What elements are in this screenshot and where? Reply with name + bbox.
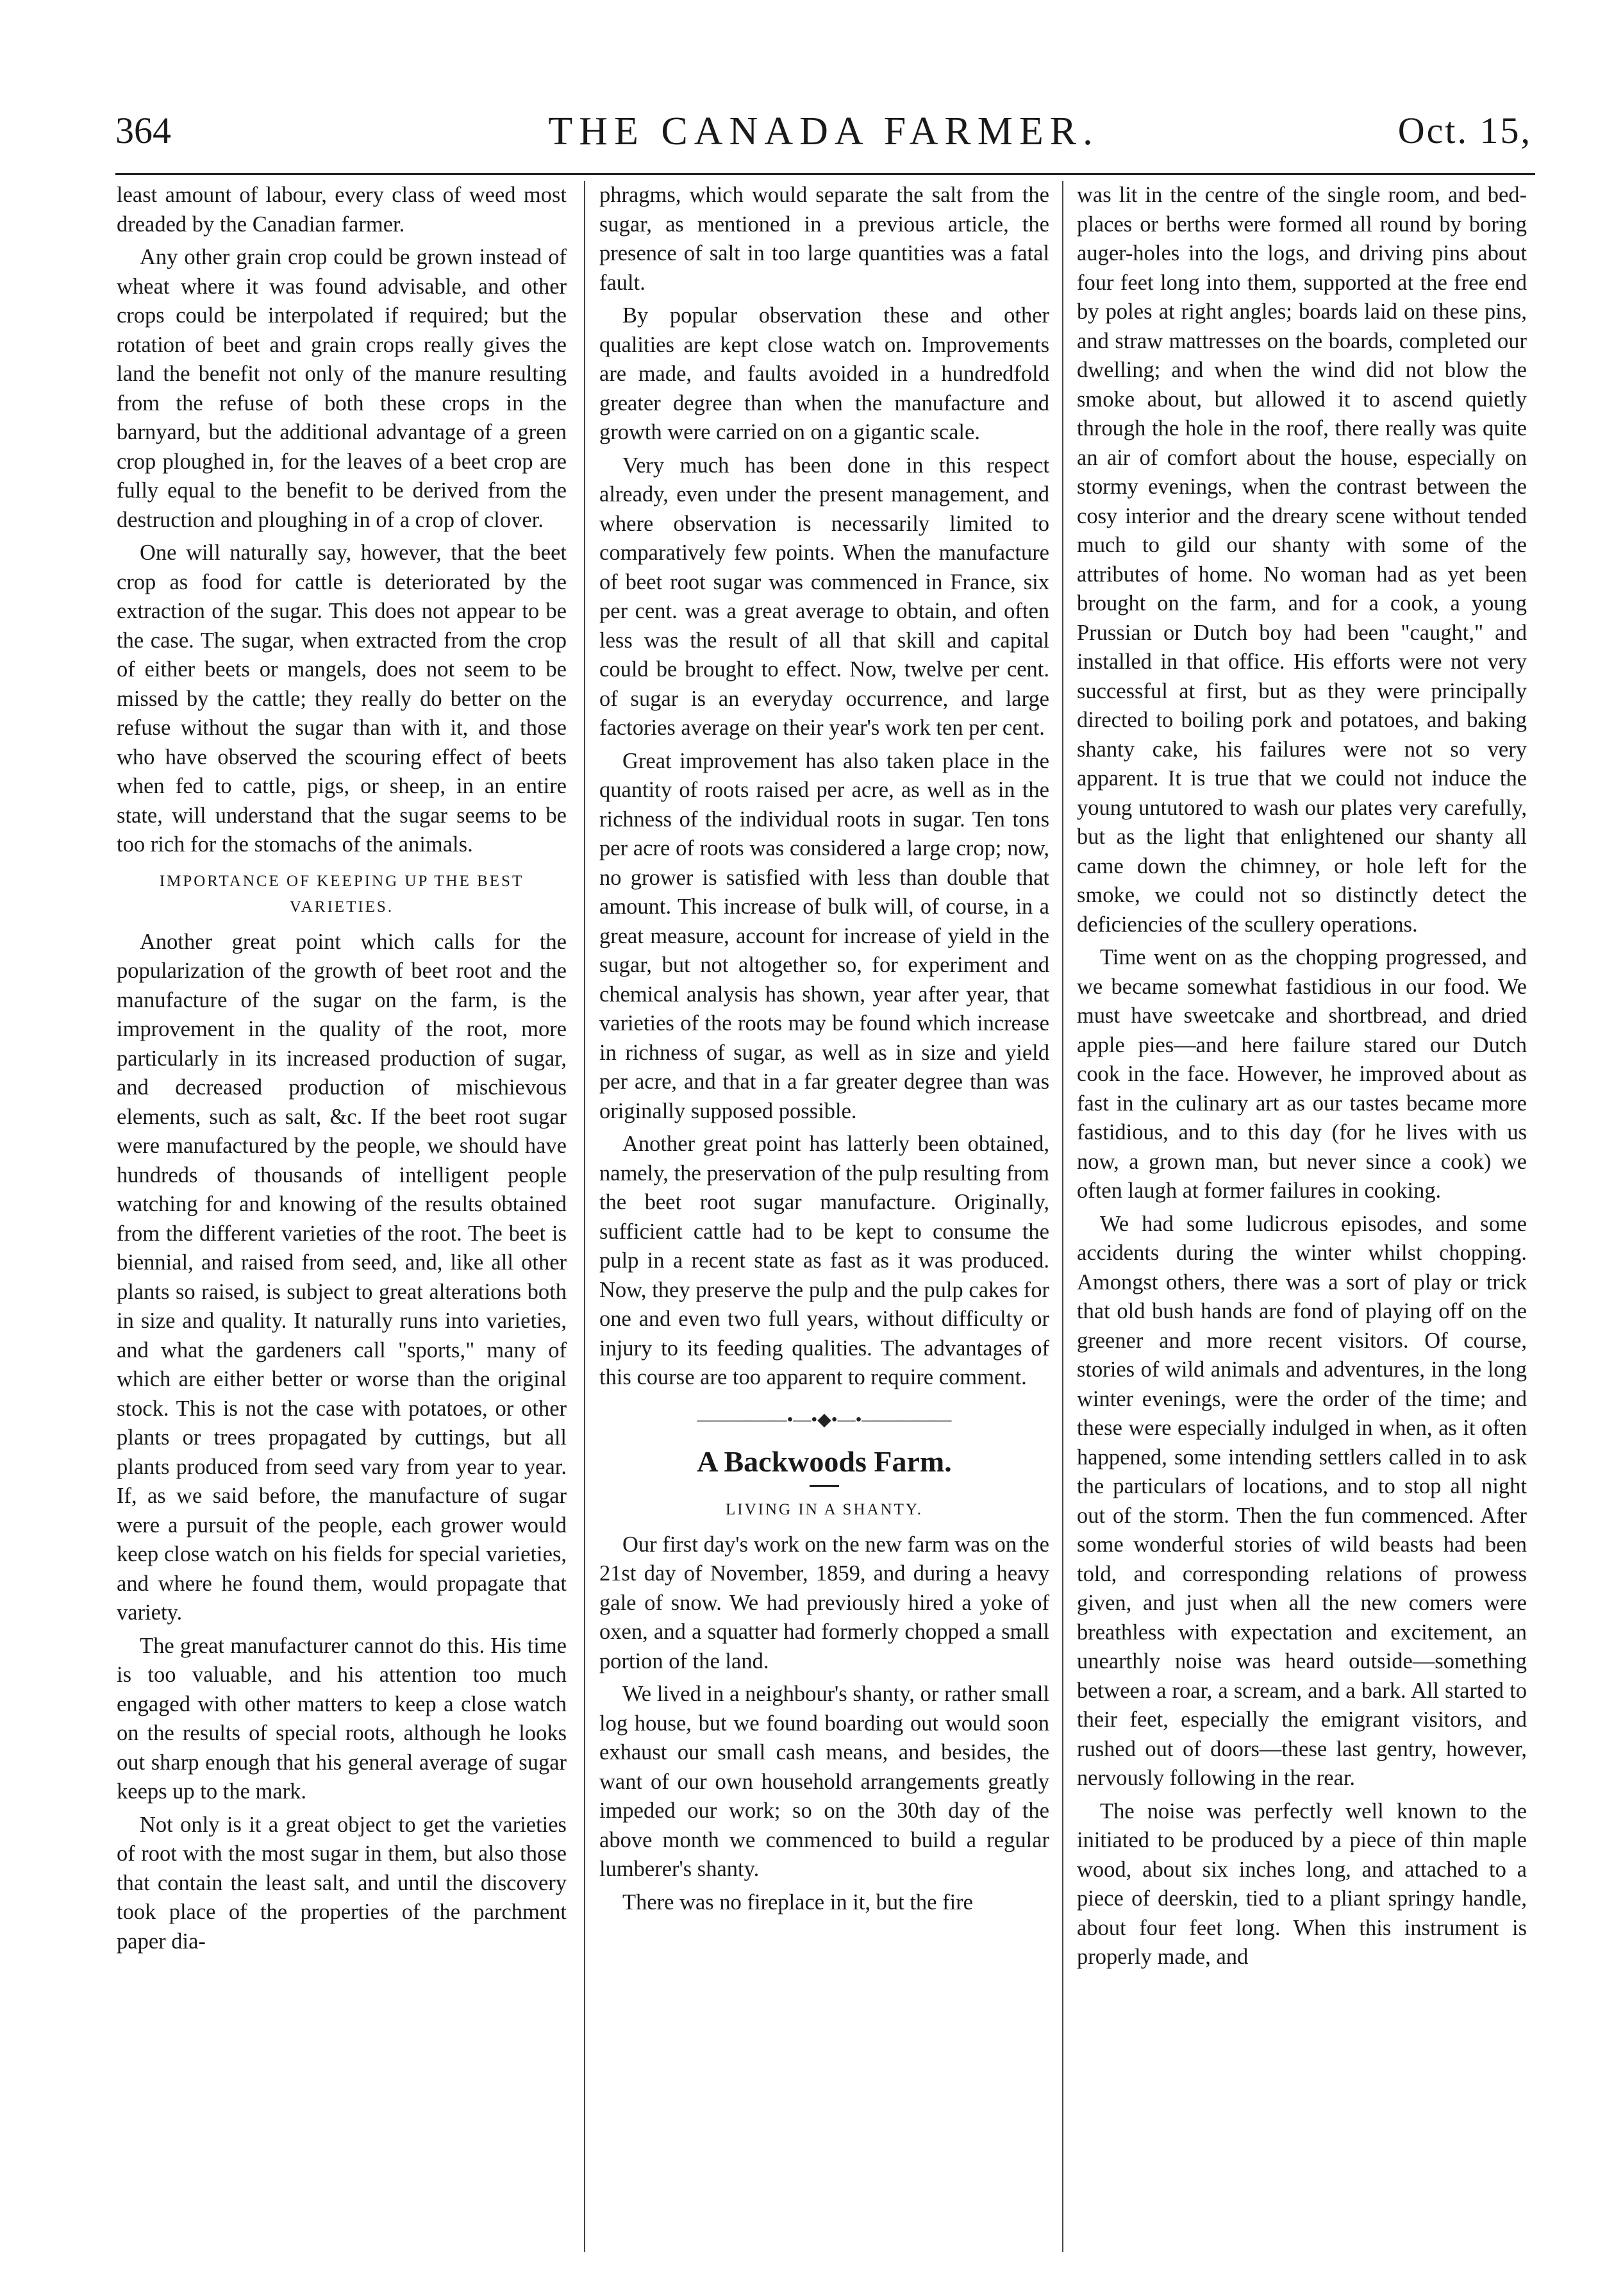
subheading: IMPORTANCE OF KEEPING UP THE BEST VARIETIES. bbox=[159, 872, 524, 916]
paragraph: There was no fireplace in it, but the fire bbox=[622, 1890, 973, 1915]
column-1 bbox=[117, 181, 567, 2252]
column-3 bbox=[1077, 181, 1527, 2252]
paragraph: Great improvement has also taken place in the quantity of roots raised per acre, as well as in the richness of the individual roots in sugar. Ten tons per acre of roots was considered a large crop; now, no grower is satisfied with less than double that amount. This increase of bulk will, of course, in a great measure, account for increase of yield in the sugar, but not altogether so, for experiment and chemical analysis has shown, year after year, that varieties of the roots may be found which increase in richness of sugar, as well as in size and yield per acre, and that in a far greater degree than was originally supposed possible. bbox=[599, 748, 1049, 1123]
paragraph: Another great point which calls for the popularization of the growth of beet root and the manufacture of the sugar on the farm, is the improvement in the quality of the root, more particularly in its increased production of sugar, and decreased production of mischievous elements, such as salt, &c. If the beet root sugar were manufactured by the people, we should have hundreds of thousands of intelligent people watching for and knowing of the results obtained from the different varieties of the root. The beet is biennial, and raised from seed, and, like all other plants so raised, is subject to great alterations both in size and quality. It naturally runs into varieties, and what the gardeners call "sports," many of which are either better or worse than the original stock. This is not the case with potatoes, or other plants or trees propagated by cuttings, but all plants produced from seed vary from year to year. If, as we said before, the manufacture of sugar were a pursuit of the people, each grower would keep close watch on his fields for special varieties, and where he found them, would propagate that variety. bbox=[117, 929, 567, 1625]
page-header bbox=[115, 109, 1532, 154]
paragraph: One will naturally say, however, that the beet crop as food for cattle is deteriorated by the extraction of the sugar. This does not appear to be the case. The sugar, when extracted from the crop of either beets or mangels, does not seem to be missed by the cattle; they really do better on the refuse without the sugar than with it, and those who have observed the scouring effect of beets when fed to cattle, pigs, or sheep, in an entire state, will understand that the sugar seems to be too rich for the stomachs of the animals. bbox=[117, 540, 567, 857]
paragraph: phragms, which would separate the salt from the sugar, as mentioned in a previous article, the presence of salt in too large quantities was a fatal fault. bbox=[599, 183, 1049, 295]
header-rule bbox=[115, 173, 1535, 175]
column-2 bbox=[599, 181, 1049, 2252]
paragraph: least amount of labour, every class of weed most dreaded by the Canadian farmer. bbox=[117, 183, 567, 237]
paragraph: Time went on as the chopping progressed, and we became somewhat fastidious in our food. We must have sweetcake and shortbread, and dried apple pies—and here failure stared our Dutch cook in the face. However, he improved about as fast in the culinary art as our tastes became more fastidious, and to this day (for he lives with us now, a grown man, but never since a cook) we often laugh at former failures in cooking. bbox=[1077, 945, 1527, 1203]
paragraph: Our first day's work on the new farm was on the 21st day of November, 1859, and during a heavy gale of snow. We had previously hired a yoke of oxen, and a squatter had formerly chopped a small portion of the land. bbox=[599, 1532, 1049, 1673]
paragraph: was lit in the centre of the single room, and bed-places or berths were formed all round by boring auger-holes into the logs, and driving pins about four feet long into them, supported at the free end by poles at right angles; boards laid on these pins, and straw mattresses on the boards, completed our dwelling; and when the wind did not blow the smoke about, but allowed it to ascend quietly through the hole in the roof, there really was quite an air of comfort about the house, especially on stormy evenings, when the contrast between the cosy interior and the dreary scene without tended much to gild our shanty with some of the attributes of home. No woman had as yet been brought on the farm, and for a cook, a young Prussian or Dutch boy had been "caught," and installed in that office. His efforts were not very successful at first, but as they were principally directed to boiling pork and potatoes, and baking shanty cake, his failures were not so very apparent. It is true that we could not induce the young untutored to wash our plates very carefully, but as the light that enlightened our shanty all came down the chimney, or hole left for the smoke, we could not so distinctly detect the deficiencies of the scullery operations. bbox=[1077, 183, 1527, 937]
page-number: 364 bbox=[115, 110, 171, 151]
paragraph: We had some ludicrous episodes, and some accidents during the winter whilst chopping. Amongst others, there was a sort of play or trick that old bush hands are fond of playing off on the greener and more recent visitors. Of course, stories of wild animals and adventures, in the long winter evenings, were the order of the time; and these were especially indulged in when, as it often happened, some intending settlers called in to ask the particulars of locations, and to stop all night out of the storm. Then the fun commenced. After some wonderful stories of wild beasts had been told, and corresponding relations of prowess given, and just when all the new comers were breathless with expectation and excitement, an unearthly noise was heard outside—something between a roar, a scream, and a bark. All started to their feet, especially the emigrant visitors, and rushed out of doors—these last gentry, however, nervously following in the rear. bbox=[1077, 1211, 1527, 1790]
ornament-divider: —————•—•◆•—•————— bbox=[697, 1409, 952, 1430]
paragraph: The noise was perfectly well known to the initiated to be produced by a piece of thin maple wood, about six inches long, and attached to a piece of deerskin, tied to a pliant springy handle, about four feet long. When this instrument is properly made, and bbox=[1077, 1798, 1527, 1969]
column-divider bbox=[1062, 181, 1063, 2252]
article-title: A Backwoods Farm. bbox=[697, 1445, 952, 1478]
paragraph: Very much has been done in this respect already, even under the present management, and where observation is necessarily limited to comparatively few points. When the manufacture of beet root sugar was commenced in France, six per cent. was a great average to obtain, and often less was the result of all that skill and capital could be brought to effect. Now, twelve per cent. of sugar is an everyday occurrence, and large factories average on their year's work ten per cent. bbox=[599, 453, 1049, 740]
paragraph: We lived in a neighbour's shanty, or rather small log house, but we found boarding out would soon exhaust our small cash means, and besides, the want of our own household arrangements greatly impeded our work; so on the 30th day of the above month we commenced to build a regular lumberer's shanty. bbox=[599, 1682, 1049, 1881]
paragraph: Another great point has latterly been obtained, namely, the preservation of the pulp resulting from the beet root sugar manufacture. Originally, sufficient cattle had to be kept to consume the pulp in a recent state as fast as it was produced. Now, they preserve the pulp and the pulp cakes for one and even two full years, without difficulty or injury to its feeding qualities. The advantages of this course are too apparent to require comment. bbox=[599, 1132, 1049, 1389]
issue-date: Oct. 15, bbox=[1397, 110, 1532, 151]
newspaper-title: THE CANADA FARMER. bbox=[548, 110, 1099, 153]
paragraph: By popular observation these and other qualities are kept close watch on. Improvements are made, and faults avoided in a hundredfold greater degree than when the manufacture and growth were carried on on a gigantic scale. bbox=[599, 303, 1049, 444]
subheading: LIVING IN A SHANTY. bbox=[726, 1500, 923, 1518]
column-divider bbox=[584, 181, 585, 2252]
paragraph: The great manufacturer cannot do this. His time is too valuable, and his attention too much engaged with other matters to keep a close watch on the results of special roots, although he looks out sharp enough that his general average of sugar keeps up to the mark. bbox=[117, 1633, 567, 1804]
paragraph: Any other grain crop could be grown instead of wheat where it was found advisable, and other crops could be interpolated if required; but the rotation of beet and grain crops really gives the land the benefit not only of the manure resulting from the refuse of both these crops in the barnyard, but the additional advantage of a green crop ploughed in, for the leaves of a beet crop are fully equal to the benefit to be derived from the destruction and ploughing in of a crop of clover. bbox=[117, 245, 567, 532]
title-rule bbox=[810, 1485, 839, 1487]
paragraph: Not only is it a great object to get the varieties of root with the most sugar in them, but also those that contain the least salt, and until the discovery took place of the properties of the parchment paper dia- bbox=[117, 1812, 567, 1954]
